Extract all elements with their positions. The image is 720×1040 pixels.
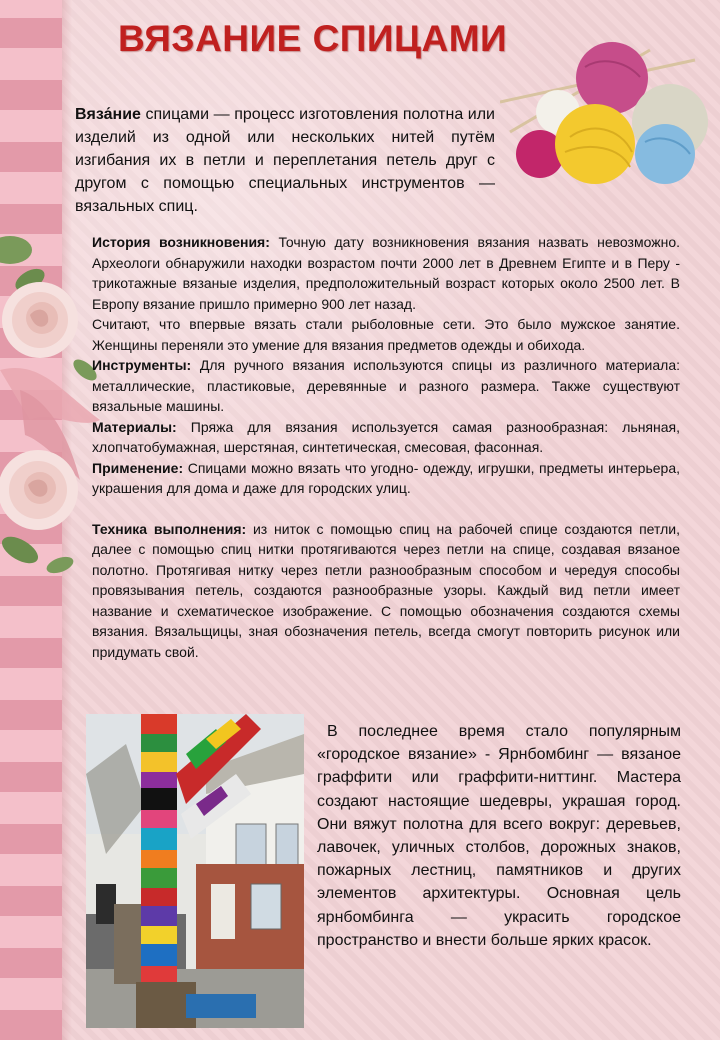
tools-paragraph: [92, 355, 680, 417]
intro-term: Вяза́ние: [75, 106, 141, 123]
materials-text: Пряжа для вязания используется самая разнообразная: льняная, хлопчатобумажная, шерстяная, синтетическая, смесовая, фасонная.: [92, 418, 680, 455]
tools-text: Для ручного вязания используются спицы из различного материала: металлические, пластиковые, деревянные и разного размера. Также существуют вязальные машины.: [92, 357, 680, 414]
usage-label: Применение:: [92, 459, 184, 476]
page-title: ВЯЗАНИЕ СПИЦАМИ: [118, 18, 508, 59]
technique-label: Техника выполнения:: [92, 520, 247, 537]
intro-text: спицами — процесс изготовления полотна или изделий из одной или нескольких нитей путём изгибания их в петли и переплетания петель друг с другом с помощью специальных инструментов — вязальных спиц.: [75, 106, 495, 215]
technique-paragraph: [92, 519, 680, 663]
details-block: [92, 232, 680, 662]
usage-text: Спицами можно вязать что угодно- одежду, игрушки, предметы интерьера, украшения для дома и даже для городских улиц.: [92, 459, 680, 496]
history-label: История возникновения:: [92, 234, 270, 250]
history-paragraph-2: Считают, что впервые вязать стали рыболовные сети. Это было мужское занятие. Женщины переняли это умение для вязания предметов одежды и обихода.: [92, 316, 680, 353]
tools-label: Инструменты:: [92, 357, 192, 373]
technique-text: из ниток с помощью спиц на рабочей спице создаются петли, далее с помощью спиц нитки протягиваются через петли на спице, создавая вязаное полотно. Протягивая нитку через петли разнообразным способом и чередуя способы провязывания петель, создаются разнообразные узоры. Каждый вид петли имеет название и схематическое изображение. С помощью обозначения создаются схемы вязания. Вязальщицы, зная обозначения петель, всегда смогут повторить рисунок или придумать свой.: [92, 520, 680, 660]
history-paragraph: [92, 232, 680, 314]
history-text: Точную дату возникновения вязания назвать невозможно. Археологи обнаружили находки возрастом почти 2000 лет в Древнем Египте и в Перу - трикотажные вязаные изделия, предположительный возраст которых около 2500 лет. В Европу вязание пришло примерно 900 лет назад.: [92, 234, 680, 312]
yarnbombing-tree-photo: [86, 714, 304, 1028]
section-spacer: [92, 499, 680, 519]
materials-label: Материалы:: [92, 418, 177, 435]
intro-paragraph: [75, 103, 495, 218]
materials-paragraph: [92, 417, 680, 458]
yarn-balls-image: [500, 42, 710, 192]
yarnbombing-text: В последнее время стало популярным «городское вязание» - Ярнбомбинг — вязаное граффити или граффити-ниттинг. Мастера создают настоящие шедевры, украшая город. Они вяжут полотна для всего вокруг: деревьев, лавочек, уличных столбов, дорожных знаков, пожарных лестниц, памятников и других элементов архитектуры. Основная цель ярнбомбинга — украсить городское пространство и внести больше ярких красок.: [317, 723, 681, 949]
usage-paragraph: [92, 458, 680, 499]
yarnbombing-paragraph: [317, 720, 681, 952]
